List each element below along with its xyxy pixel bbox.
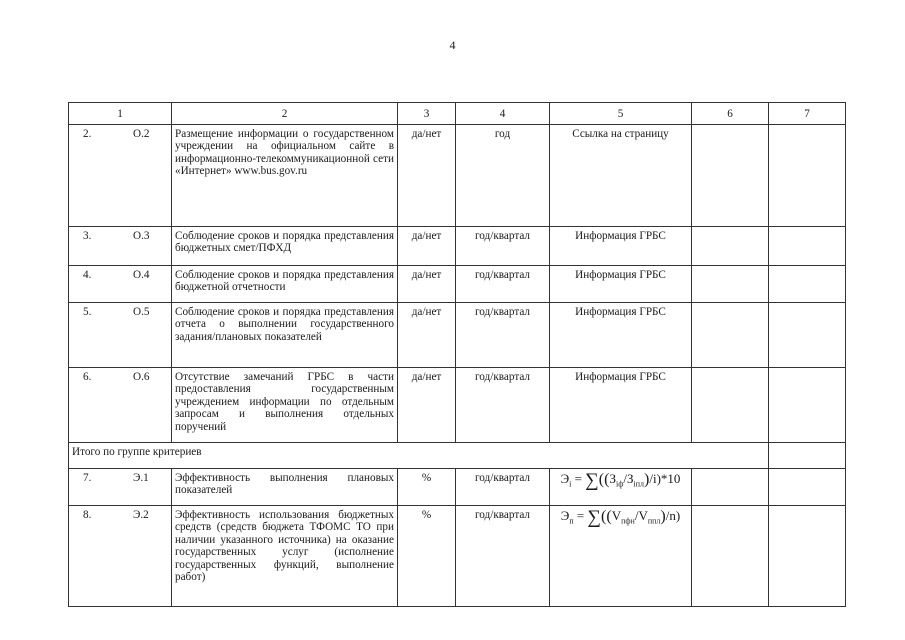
- criterion-description: Эффективность выполнения плановых показателей: [172, 469, 398, 506]
- empty-cell-7: [769, 266, 846, 303]
- formula-numerator-sub: iф: [615, 479, 624, 489]
- formula-open-paren: ((: [601, 508, 612, 525]
- criterion-description: Соблюдение сроков и порядка представления отчета о выполнении государственного задания/плановых показателей: [172, 303, 398, 368]
- row-number: 4.: [83, 269, 92, 281]
- criterion-source: Информация ГРБС: [550, 303, 692, 368]
- formula-cell: [550, 506, 692, 607]
- empty-cell-6: [692, 266, 769, 303]
- criterion-period: год/квартал: [456, 227, 550, 266]
- criterion-period: год: [456, 125, 550, 227]
- formula-lhs-sub: i: [569, 479, 572, 489]
- table-row: [69, 266, 846, 303]
- header-row: [69, 103, 846, 125]
- row-number: 6.: [83, 371, 92, 383]
- group-total-row: [69, 443, 846, 469]
- criterion-unit: да/нет: [398, 303, 456, 368]
- formula-denominator-sub: iпл: [633, 479, 645, 489]
- row-number-cell: [69, 469, 172, 506]
- empty-cell-7: [769, 303, 846, 368]
- sum-symbol: ∑: [587, 507, 602, 528]
- row-number-cell: [69, 368, 172, 443]
- criterion-period: год/квартал: [456, 303, 550, 368]
- table-row: [69, 303, 846, 368]
- header-cell-4: 4: [456, 103, 550, 125]
- criterion-period: год/квартал: [456, 266, 550, 303]
- formula-efficiency-budget: [560, 507, 681, 528]
- criterion-unit: %: [398, 469, 456, 506]
- empty-cell-6: [692, 368, 769, 443]
- formula-tail: /n): [665, 508, 681, 523]
- criterion-unit: да/нет: [398, 125, 456, 227]
- row-number-cell: [69, 303, 172, 368]
- criterion-code: Э.2: [133, 509, 149, 521]
- formula-tail: /i)*10: [649, 471, 681, 486]
- criterion-unit: да/нет: [398, 266, 456, 303]
- criterion-code: Э.1: [133, 472, 149, 484]
- criterion-period: год/квартал: [456, 506, 550, 607]
- formula-cell: [550, 469, 692, 506]
- table-row: [69, 506, 846, 607]
- page-number: 4: [449, 38, 456, 52]
- formula-slash: /: [623, 471, 627, 486]
- formula-eq: =: [576, 508, 585, 523]
- empty-cell-7: [769, 125, 846, 227]
- formula-lhs: Э: [560, 508, 570, 523]
- row-number-cell: [69, 227, 172, 266]
- formula-lhs-sub: п: [569, 516, 574, 526]
- table-row: [69, 368, 846, 443]
- criterion-description: Отсутствие замечаний ГРБС в части предоставления государственным учреждением информации по отдельным запросам и выполнения отдельных поручений: [172, 368, 398, 443]
- formula-slash: /: [634, 508, 639, 523]
- formula-numerator-sub: пфн: [621, 516, 635, 526]
- header-cell-2: 2: [172, 103, 398, 125]
- formula-denominator-sub: ппл: [647, 516, 661, 526]
- criterion-description: Размещение информации о государственном учреждении на официальном сайте в информационно-телекоммуникационной сети «Интернет» www.bus.gov.ru: [172, 125, 398, 227]
- empty-cell-6: [692, 469, 769, 506]
- empty-cell-6: [692, 506, 769, 607]
- criterion-unit: да/нет: [398, 227, 456, 266]
- formula-denominator: V: [638, 508, 648, 523]
- empty-cell-6: [692, 227, 769, 266]
- formula-numerator: З: [609, 471, 616, 486]
- criterion-period: год/квартал: [456, 469, 550, 506]
- empty-cell-6: [692, 125, 769, 227]
- table-row: [69, 469, 846, 506]
- row-number: 7.: [83, 472, 92, 484]
- empty-cell-7: [769, 506, 846, 607]
- criterion-description: Соблюдение сроков и порядка представления бюджетных смет/ПФХД: [172, 227, 398, 266]
- criterion-period: год/квартал: [456, 368, 550, 443]
- group-total-label: Итого по группе критериев: [69, 443, 769, 469]
- empty-cell-7: [769, 469, 846, 506]
- criterion-code: О.6: [133, 371, 150, 383]
- criterion-code: О.3: [133, 230, 150, 242]
- criterion-unit: %: [398, 506, 456, 607]
- criterion-description: Эффективность использования бюджетных средств (средств бюджета ТФОМС ТО при наличии указанного источника) на оказание государственных услуг (исполнение государственных функций, выполнение работ): [172, 506, 398, 607]
- criterion-unit: да/нет: [398, 368, 456, 443]
- row-number: 8.: [83, 509, 92, 521]
- criterion-source: Ссылка на страницу: [550, 125, 692, 227]
- empty-cell-7: [769, 227, 846, 266]
- table-row: [69, 125, 846, 227]
- header-cell-7: 7: [769, 103, 846, 125]
- header-cell-1: 1: [69, 103, 172, 125]
- formula-numerator: V: [611, 508, 622, 523]
- criterion-description: Соблюдение сроков и порядка представления бюджетной отчетности: [172, 266, 398, 303]
- criterion-source: Информация ГРБС: [550, 368, 692, 443]
- empty-cell-7: [769, 368, 846, 443]
- formula-open-paren: ((: [598, 471, 610, 488]
- row-number-cell: [69, 125, 172, 227]
- formula-close-paren: ): [644, 471, 650, 488]
- sum-symbol: ∑: [585, 470, 599, 491]
- criterion-code: О.2: [133, 128, 150, 140]
- empty-cell-6: [692, 303, 769, 368]
- row-number-cell: [69, 506, 172, 607]
- formula-efficiency-plan: [560, 470, 681, 491]
- table-row: [69, 227, 846, 266]
- formula-denominator: З: [627, 471, 634, 486]
- criterion-source: Информация ГРБС: [550, 266, 692, 303]
- row-number: 3.: [83, 230, 92, 242]
- row-number-cell: [69, 266, 172, 303]
- formula-close-paren: ): [660, 508, 666, 525]
- criteria-table: [68, 102, 846, 607]
- row-number: 5.: [83, 306, 92, 318]
- header-cell-6: 6: [692, 103, 769, 125]
- header-cell-5: 5: [550, 103, 692, 125]
- formula-lhs: Э: [560, 471, 570, 486]
- empty-cell-7: [769, 443, 846, 469]
- header-cell-3: 3: [398, 103, 456, 125]
- criterion-source: Информация ГРБС: [550, 227, 692, 266]
- formula-eq: =: [574, 471, 582, 486]
- row-number: 2.: [83, 128, 92, 140]
- criterion-code: О.5: [133, 306, 150, 318]
- criterion-code: О.4: [133, 269, 150, 281]
